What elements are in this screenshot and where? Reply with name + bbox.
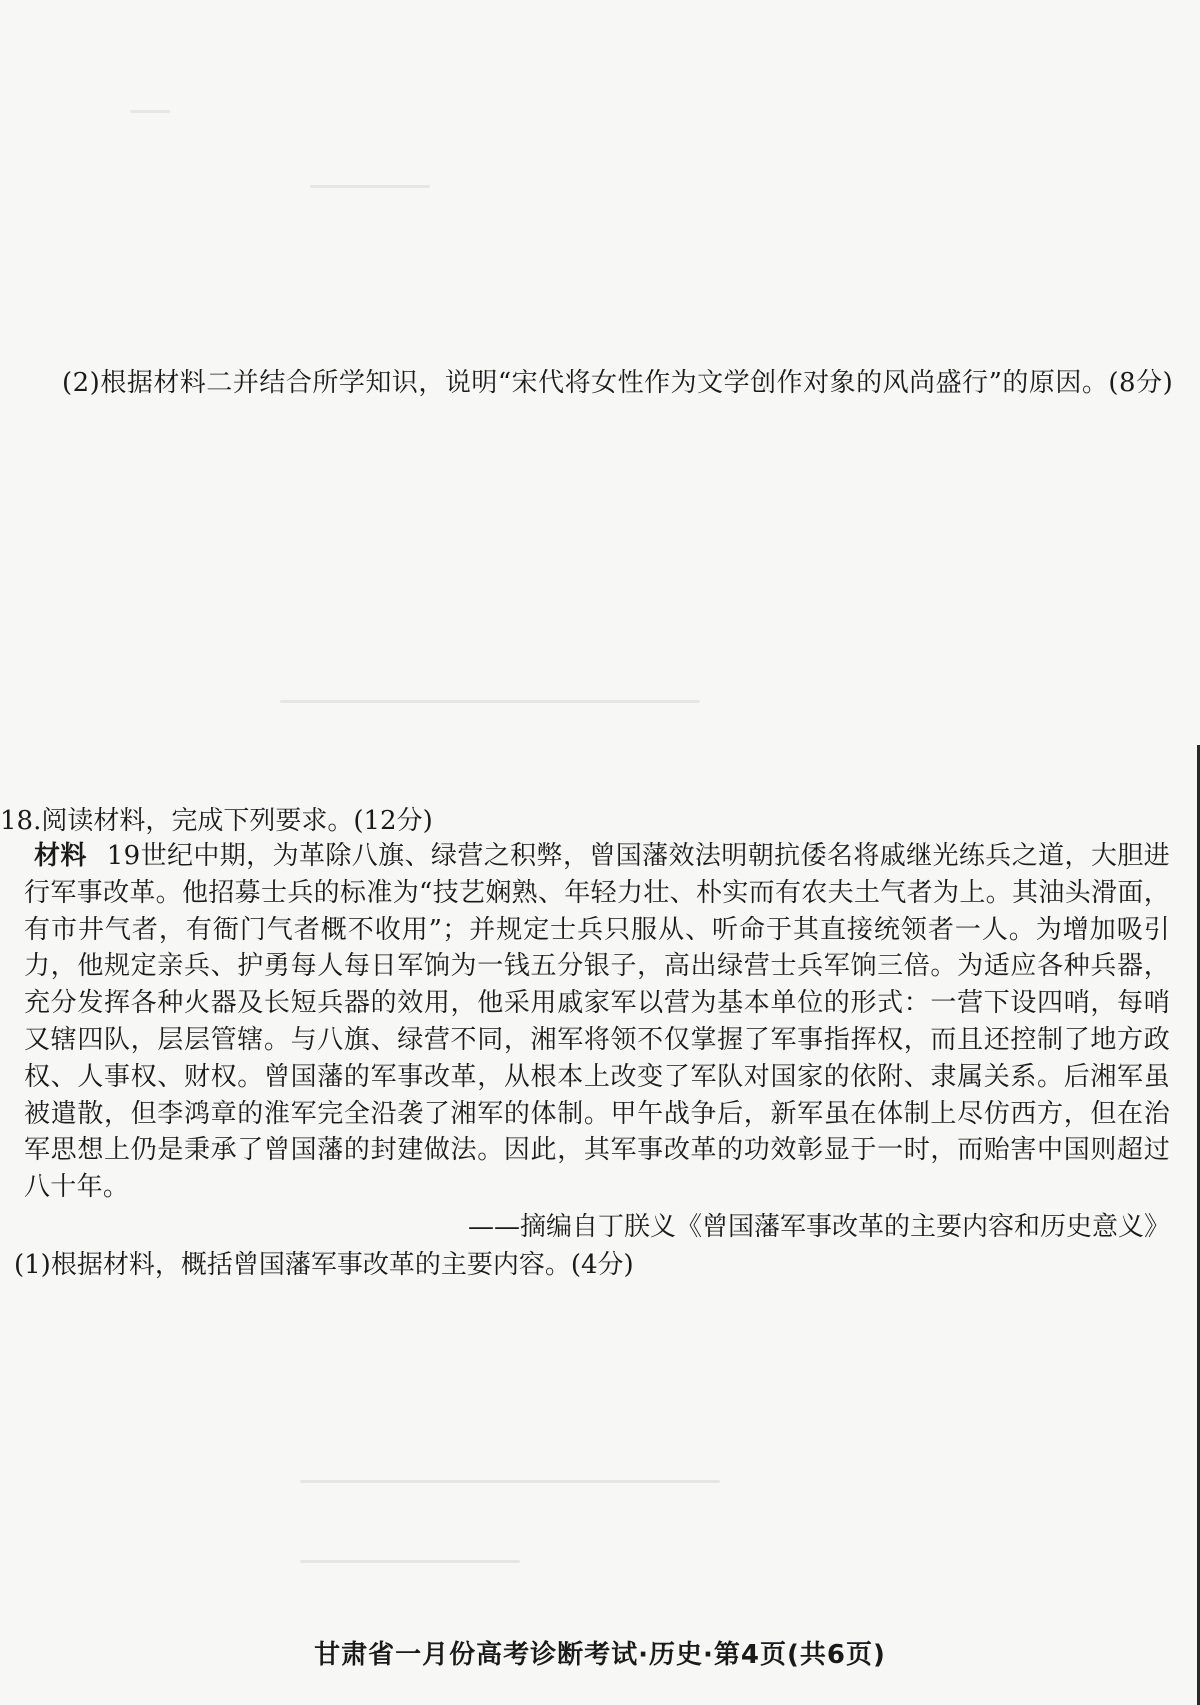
- question-18-material: [24, 838, 1170, 1206]
- scan-smudge: [300, 1480, 720, 1483]
- question-18-part-1: (1)根据材料，概括曾国藩军事改革的主要内容。(4分): [14, 1250, 634, 1280]
- material-text: 19世纪中期，为革除八旗、绿营之积弊，曾国藩效法明朝抗倭名将戚继光练兵之道，大胆进行军事改革。他招募士兵的标准为“技艺娴熟、年轻力壮、朴实而有农夫土气者为上。其油头滑面，有市井气者，有衙门气者概不收用”；并规定士兵只服从、听命于其直接统领者一人。为增加吸引力，他规定亲兵、护勇每人每日军饷为一钱五分银子，高出绿营士兵军饷三倍。为适应各种兵器，充分发挥各种火器及长短兵器的效用，他采用戚家军以营为基本单位的形式：一营下设四哨，每哨又辖四队，层层管辖。与八旗、绿营不同，湘军将领不仅掌握了军事指挥权，而且还控制了地方政权、人事权、财权。曾国藩的军事改革，从根本上改变了军队对国家的依附、隶属关系。后湘军虽被遣散，但李鸿章的淮军完全沿袭了湘军的体制。甲午战争后，新军虽在体制上尽仿西方，但在治军思想上仍是秉承了曾国藩的封建做法。因此，其军事改革的功效彰显于一时，而贻害中国则超过八十年。: [24, 841, 1170, 1203]
- material-label: 材料: [34, 841, 87, 871]
- scan-smudge: [130, 110, 170, 113]
- scan-smudge: [280, 700, 700, 703]
- page-footer: 甘肃省一月份高考诊断考试·历史·第4页(共6页): [314, 1640, 886, 1670]
- material-source: ——摘编自丁朕义《曾国藩军事改革的主要内容和历史意义》: [467, 1212, 1170, 1242]
- question-17-part-2: (2)根据材料二并结合所学知识，说明“宋代将女性作为文学创作对象的风尚盛行”的原因。(8分): [62, 368, 1174, 398]
- question-18-heading: 18.阅读材料，完成下列要求。(12分): [0, 806, 433, 836]
- scan-smudge: [300, 1560, 520, 1563]
- scan-smudge: [310, 185, 430, 188]
